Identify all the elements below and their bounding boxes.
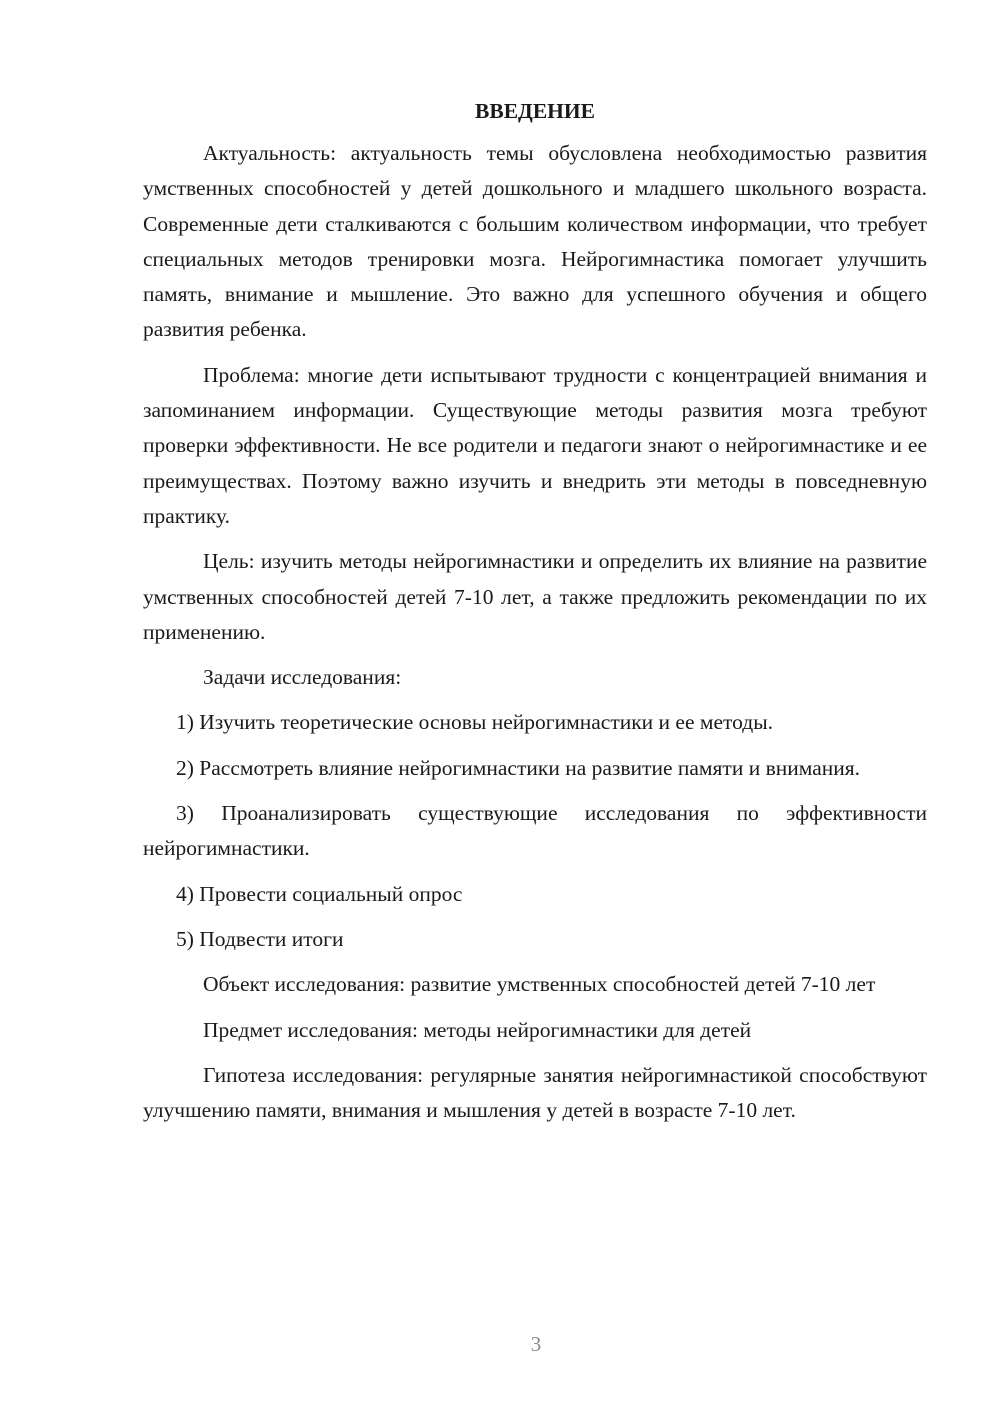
task-item: 5) Подвести итоги	[176, 926, 344, 951]
paragraph-relevance: Актуальность: актуальность темы обусловлена необходимостью развития умственных способностей у детей дошкольного и младшего школьного возраста. Современные дети сталкиваются с большим количеством информации, что требует специальных методов тренировки мозга. Нейрогимнастика помогает улучшить память, внимание и мышление. Это важно для успешного обучения и общего развития ребенка.	[143, 141, 927, 342]
paragraph-object: Объект исследования: развитие умственных способностей детей 7-10 лет	[203, 972, 876, 997]
task-item: 4) Провести социальный опрос	[176, 881, 463, 906]
paragraph-problem: Проблема: многие дети испытывают трудности с концентрацией внимания и запоминанием информации. Существующие методы развития мозга требуют проверки эффективности. Не все родители и педагоги знают о нейрогимнастике и ее преимуществах. Поэтому важно изучить и внедрить эти методы в повседневную практику.	[143, 362, 927, 528]
page-number: 3	[530, 1332, 542, 1356]
paragraph-tasks-heading: Задачи исследования:	[203, 665, 402, 690]
task-item: 3) Проанализировать существующие исследования по эффективности нейрогимнастики.	[143, 801, 927, 861]
page-content	[143, 94, 927, 1138]
task-item: 2) Рассмотреть влияние нейрогимнастики на развитие памяти и внимания.	[176, 755, 861, 780]
page-title: ВВЕДЕНИЕ	[475, 99, 595, 123]
paragraph-subject: Предмет исследования: методы нейрогимнастики для детей	[203, 1017, 752, 1042]
paragraph-hypothesis: Гипотеза исследования: регулярные занятия нейрогимнастикой способствуют улучшению памяти, внимания и мышления у детей в возрасте 7-10 лет.	[143, 1062, 927, 1123]
paragraph-goal: Цель: изучить методы нейрогимнастики и определить их влияние на развитие умственных способностей детей 7-10 лет, а также предложить рекомендации по их применению.	[143, 549, 927, 644]
task-item: 1) Изучить теоретические основы нейрогимнастики и ее методы.	[176, 710, 774, 735]
